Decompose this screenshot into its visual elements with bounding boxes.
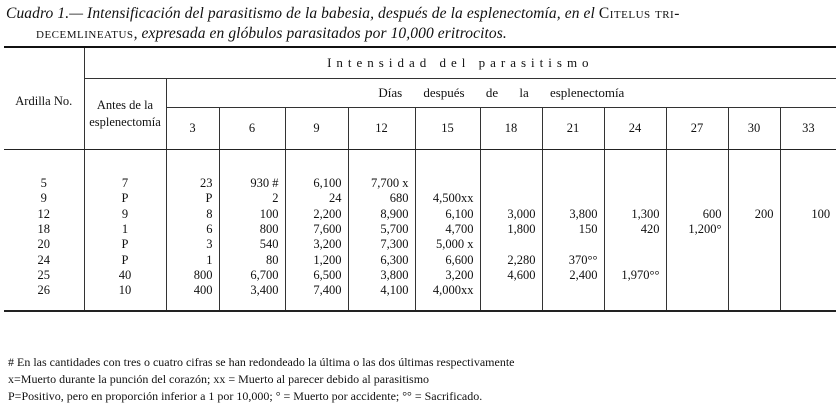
header-day-3: 3: [166, 108, 219, 150]
cell-day-30: [728, 268, 780, 283]
header-dias: Días después de la esplenectomía: [166, 79, 836, 108]
footnotes: [8, 354, 798, 405]
cell-ardilla-no: 26: [4, 283, 84, 311]
cell-ardilla-no: 9: [40, 191, 47, 206]
footnote-3: P=Positivo, pero en proporción inferior a 1 por 10,000; ° = Muerto por accidente; °° = Sacrificado.: [8, 389, 483, 403]
cell-day-18: [480, 191, 542, 206]
cell-day-6: 100: [219, 207, 285, 222]
caption-text-2: , expresada en glóbulos parasitados por 10,000 eritrocitos.: [133, 25, 507, 42]
footnote-1: # En las cantidades con tres o cuatro cifras se han redondeado la última o las dos últimas respectivamente: [8, 355, 515, 369]
header-day-27: 27: [666, 108, 728, 150]
cell-ardilla-no: 24: [37, 252, 50, 267]
cell-day-21: 2,400: [542, 268, 604, 283]
header-day-6: 6: [219, 108, 285, 150]
cell-day-33: [780, 222, 836, 237]
cell-day-6: 540: [219, 237, 285, 252]
cell-ardilla-no: 20: [37, 237, 50, 252]
table-body: [4, 150, 836, 312]
cell-day-27: [666, 252, 728, 267]
cell-day-6: 3,400: [219, 283, 285, 311]
cell-day-6: 2: [219, 191, 285, 206]
cell-day-12: 6,300: [348, 252, 415, 267]
table-row: [4, 283, 836, 311]
cell-day-24: [604, 237, 666, 252]
cell-day-24: [604, 191, 666, 206]
cell-day-9: 6,100: [285, 150, 348, 192]
cell-day-6: 930 #: [219, 150, 285, 192]
cell-day-9: 7,400: [285, 283, 348, 311]
cell-day-12: 8,900: [348, 207, 415, 222]
table-caption: [6, 4, 796, 44]
cell-antes: 9: [84, 207, 166, 222]
cell-day-24: [604, 150, 666, 192]
cell-day-6: 80: [219, 252, 285, 267]
cell-day-30: [728, 191, 780, 206]
cell-day-12: 7,700 x: [348, 150, 415, 192]
cell-day-12: 4,100: [348, 283, 415, 311]
cell-ardilla-no: 12: [37, 206, 50, 221]
cell-day-24: 1,970°°: [604, 268, 666, 283]
header-ardilla: Ardilla No.: [4, 47, 84, 150]
cell-day-27: [666, 283, 728, 311]
cell-day-9: 3,200: [285, 237, 348, 252]
header-antes: Antes de la esplenectomía: [84, 79, 166, 150]
cell-day-3: P: [166, 191, 219, 206]
cell-antes: 10: [84, 283, 166, 311]
caption-species-2: decemlineatus: [36, 25, 134, 42]
cell-day-33: [780, 268, 836, 283]
cell-day-21: [542, 283, 604, 311]
cell-day-21: [542, 237, 604, 252]
cell-day-30: [728, 222, 780, 237]
table-row: [4, 237, 836, 252]
cell-day-3: 800: [166, 268, 219, 283]
cell-antes: 40: [84, 268, 166, 283]
cell-day-15: 4,000xx: [415, 283, 480, 311]
cell-day-27: [666, 268, 728, 283]
cell-antes: 7: [84, 150, 166, 192]
cell-day-18: 4,600: [480, 268, 542, 283]
cell-day-3: 1: [166, 252, 219, 267]
caption-line-2: [6, 24, 796, 44]
cell-day-18: 2,280: [480, 252, 542, 267]
cell-day-9: 24: [285, 191, 348, 206]
caption-line-1: [6, 4, 796, 24]
cell-day-9: 6,500: [285, 268, 348, 283]
table-row: [4, 150, 836, 192]
cell-day-3: 23: [166, 150, 219, 192]
cell-day-9: 2,200: [285, 207, 348, 222]
cell-day-27: [666, 191, 728, 206]
cell-day-33: [780, 237, 836, 252]
cell-day-12: 3,800: [348, 268, 415, 283]
header-day-24: 24: [604, 108, 666, 150]
header-day-21: 21: [542, 108, 604, 150]
header-day-18: 18: [480, 108, 542, 150]
cell-day-15: 6,100: [415, 207, 480, 222]
cell-day-9: 7,600: [285, 222, 348, 237]
header-intensidad: Intensidad del parasitismo: [84, 47, 836, 79]
table-row: [4, 252, 836, 267]
cell-day-33: [780, 283, 836, 311]
cell-day-30: 200: [728, 207, 780, 222]
parasitism-table: [4, 46, 836, 312]
cell-day-3: 8: [166, 207, 219, 222]
cell-day-30: [728, 150, 780, 192]
cell-day-21: [542, 191, 604, 206]
cell-ardilla-no: 25: [37, 267, 50, 282]
cell-day-15: 4,500xx: [415, 191, 480, 206]
cell-antes: P: [84, 237, 166, 252]
cell-day-15: 3,200: [415, 268, 480, 283]
cell-day-24: [604, 283, 666, 311]
cell-day-3: 6: [166, 222, 219, 237]
cell-day-18: [480, 150, 542, 192]
cell-day-18: [480, 283, 542, 311]
header-day-9: 9: [285, 108, 348, 150]
cell-ardilla-no: 5: [40, 176, 47, 191]
cell-day-21: 370°°: [542, 252, 604, 267]
cell-day-33: [780, 252, 836, 267]
cell-day-27: [666, 150, 728, 192]
cell-day-30: [728, 237, 780, 252]
caption-species-1: Citelus tri-: [598, 5, 680, 22]
cell-day-6: 800: [219, 222, 285, 237]
cell-day-24: 420: [604, 222, 666, 237]
table-row: [4, 222, 836, 237]
cell-day-33: [780, 150, 836, 192]
cell-day-15: 6,600: [415, 252, 480, 267]
cell-day-21: [542, 150, 604, 192]
table-row: [4, 191, 836, 206]
cell-day-18: [480, 237, 542, 252]
header-day-33: 33: [780, 108, 836, 150]
cell-day-24: [604, 252, 666, 267]
cell-day-18: 3,000: [480, 207, 542, 222]
cell-day-21: 150: [542, 222, 604, 237]
cell-antes: P: [84, 252, 166, 267]
cell-day-30: [728, 283, 780, 311]
cell-day-12: 7,300: [348, 237, 415, 252]
cell-day-3: 3: [166, 237, 219, 252]
cell-antes: 1: [84, 222, 166, 237]
table-row: [4, 207, 836, 222]
cell-day-33: [780, 191, 836, 206]
cell-day-30: [728, 252, 780, 267]
footnote-2: x=Muerto durante la punción del corazón; xx = Muerto al parecer debido al parasitismo: [8, 372, 430, 386]
cell-day-27: 1,200°: [666, 222, 728, 237]
cell-day-27: [666, 237, 728, 252]
header-day-30: 30: [728, 108, 780, 150]
cell-day-18: 1,800: [480, 222, 542, 237]
cell-day-15: 4,700: [415, 222, 480, 237]
cell-day-3: 400: [166, 283, 219, 311]
cell-antes: P: [84, 191, 166, 206]
caption-text-1: Cuadro 1.— Intensificación del parasitismo de la babesia, después de la esplenectomía, en el: [6, 5, 599, 22]
cell-day-12: 5,700: [348, 222, 415, 237]
cell-day-21: 3,800: [542, 207, 604, 222]
cell-day-9: 1,200: [285, 252, 348, 267]
table-row: [4, 268, 836, 283]
cell-day-33: 100: [780, 207, 836, 222]
cell-ardilla-no: 18: [37, 222, 50, 237]
header-day-15: 15: [415, 108, 480, 150]
cell-day-27: 600: [666, 207, 728, 222]
cell-day-24: 1,300: [604, 207, 666, 222]
cell-day-6: 6,700: [219, 268, 285, 283]
header-day-12: 12: [348, 108, 415, 150]
cell-day-15: 5,000 x: [415, 237, 480, 252]
cell-day-12: 680: [348, 191, 415, 206]
cell-day-15: [415, 150, 480, 192]
